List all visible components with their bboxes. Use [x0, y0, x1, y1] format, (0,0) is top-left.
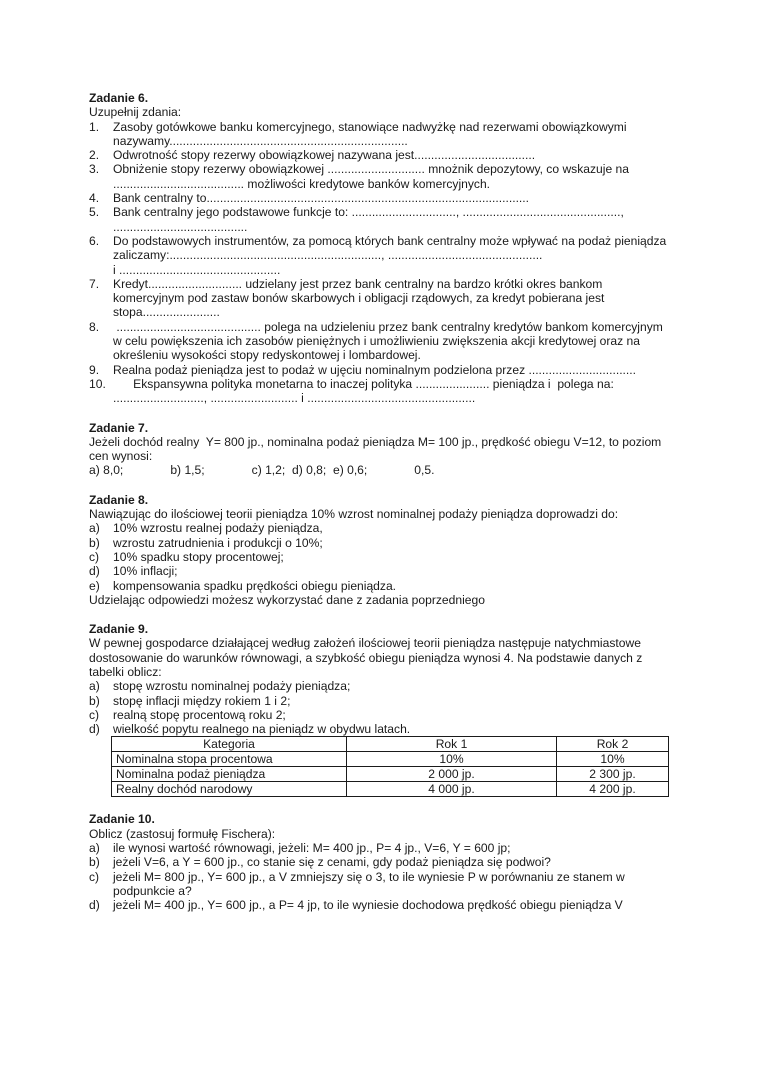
task-9	[89, 622, 669, 797]
item-text: wzrostu zatrudnienia i produkcji o 10%;	[113, 535, 323, 550]
item-text: Kredyt............................ udzielany jest przez bank centralny na bardzo krótki okres bankom komercyjnym pod zastaw bonów skarbowych i obligacji rządowych, za kredyt pobierana jest stopa.......................	[113, 276, 608, 320]
spacer	[89, 478, 669, 493]
item-text: stopę inflacji między rokiem 1 i 2;	[113, 693, 291, 708]
table-header: Rok 1	[347, 737, 557, 752]
list-item	[89, 277, 669, 320]
table-cell: 4 000 jp.	[347, 782, 557, 797]
document	[89, 91, 669, 913]
item-letter: b)	[89, 535, 100, 550]
list-item	[89, 694, 669, 708]
item-number: 2.	[89, 148, 100, 163]
table-cell: 2 000 jp.	[347, 767, 557, 782]
item-text: ile wynosi wartość równowagi, jeżeli: M= 400 jp., P= 4 jp., V=6, Y = 600 jp;	[113, 841, 511, 856]
task-10-intro: Oblicz (zastosuj formułę Fischera):	[89, 826, 276, 841]
list-item	[89, 120, 669, 149]
spacer	[89, 406, 669, 421]
item-letter: b)	[89, 855, 100, 870]
list-item	[89, 708, 669, 722]
data-table	[111, 736, 669, 797]
list-item	[89, 320, 669, 363]
item-letter: c)	[89, 549, 100, 564]
task-9-text: W pewnej gospodarce działającej według założeń ilościowej teorii pieniądza następuje natychmiastowe dostosowanie do warunków równowagi, a szybkość obiegu pieniądza wynosi 4. Na podstawie danych z tabelki oblicz:	[89, 636, 646, 679]
list-item	[89, 722, 669, 736]
item-text: Bank centralny jego podstawowe funkcje to: ..............................., ..............................................., ........................................	[113, 205, 628, 234]
table-header-row	[112, 737, 669, 752]
task-6-title: Zadanie 6.	[89, 91, 149, 105]
task-8-title: Zadanie 8.	[89, 492, 149, 507]
item-letter: e)	[89, 578, 100, 593]
list-item	[89, 870, 669, 899]
task-6-intro: Uzupełnij zdania:	[89, 105, 182, 120]
list-item	[89, 579, 669, 593]
item-letter: a)	[89, 521, 100, 536]
list-item	[89, 205, 669, 234]
item-text: ........................................... polega na udzieleniu przez bank centralny kredytów bankom komercyjnym w celu powiększenia ich zasobów pieniężnych i umożliwieniu zwiększenia akcji kredytowej oraz na określeniu wysokości stopy redyskontowej i lombardowej.	[113, 319, 667, 363]
list-item	[89, 363, 669, 377]
item-text: 10% inflacji;	[113, 564, 178, 579]
item-number: 9.	[89, 362, 100, 377]
item-text: realną stopę procentową roku 2;	[113, 707, 286, 722]
table-row	[112, 767, 669, 782]
item-number: 4.	[89, 191, 100, 206]
task-6	[89, 91, 669, 406]
list-item	[89, 536, 669, 550]
table-header: Kategoria	[112, 737, 347, 752]
task-6-list	[89, 120, 669, 406]
item-text: Do podstawowych instrumentów, za pomocą których bank centralny może wpływać na podaż pieniądza zaliczamy:..............................................................., .............................................. i ................................................	[113, 233, 667, 277]
item-text: kompensowania spadku prędkości obiegu pieniądza.	[113, 578, 397, 593]
task-7-answers: a) 8,0; b) 1,5; c) 1,2; d) 0,8; e) 0,6; 0,5.	[89, 463, 435, 478]
task-8	[89, 493, 669, 607]
item-number: 7.	[89, 276, 100, 291]
list-item	[89, 679, 669, 693]
list-item	[89, 377, 669, 406]
task-10	[89, 812, 669, 912]
item-text: wielkość popytu realnego na pieniądz w obydwu latach.	[113, 722, 411, 737]
item-letter: a)	[89, 679, 100, 694]
item-number: 6.	[89, 233, 100, 248]
item-letter: a)	[89, 841, 100, 856]
item-text: Realna podaż pieniądza jest to podaż w ujęciu nominalnym podzielona przez ................................	[113, 362, 636, 377]
list-item	[89, 162, 669, 191]
spacer	[89, 607, 669, 622]
list-item	[89, 234, 669, 277]
task-9-list	[89, 679, 669, 736]
list-item	[89, 550, 669, 564]
list-item	[89, 521, 669, 535]
list-item	[89, 148, 669, 162]
task-10-title: Zadanie 10.	[89, 812, 155, 827]
item-text: Obniżenie stopy rezerwy obowiązkowej ............................. mnożnik depozytowy, co wskazuje na ....................................... możliwości kredytowe banków komercyjnych.	[113, 162, 633, 191]
item-text: jeżeli V=6, a Y = 600 jp., co stanie się z cenami, gdy podaż pieniądza się podwoi?	[113, 855, 551, 870]
task-7-title: Zadanie 7.	[89, 420, 149, 435]
table-row	[112, 782, 669, 797]
item-number: 5.	[89, 205, 100, 220]
item-text: Bank centralny to................................................................................................	[113, 191, 530, 206]
item-text: 10% wzrostu realnej podaży pieniądza,	[113, 521, 323, 536]
item-text: Zasoby gotówkowe banku komercyjnego, stanowiące nadwyżkę nad rezerwami obowiązkowymi nazywamy.......................................................................	[113, 119, 630, 148]
table-cell: Nominalna podaż pieniądza	[112, 767, 347, 782]
task-8-note: Udzielając odpowiedzi możesz wykorzystać dane z zadania poprzedniego	[89, 592, 485, 607]
item-letter: c)	[89, 869, 100, 884]
task-8-list	[89, 521, 669, 592]
item-text: 10% spadku stopy procentowej;	[113, 549, 284, 564]
table-cell: 10%	[557, 752, 669, 767]
item-text: jeżeli M= 400 jp., Y= 600 jp., a P= 4 jp, to ile wyniesie dochodowa prędkość obiegu pieniądza V	[113, 898, 623, 913]
table-cell: 4 200 jp.	[557, 782, 669, 797]
item-number: 3.	[89, 162, 100, 177]
table-header: Rok 2	[557, 737, 669, 752]
item-number: 1.	[89, 119, 100, 134]
list-item	[89, 855, 669, 869]
table-cell: Nominalna stopa procentowa	[112, 752, 347, 767]
table-cell: 2 300 jp.	[557, 767, 669, 782]
list-item	[89, 564, 669, 578]
spacer	[89, 797, 669, 812]
item-text: Ekspansywna polityka monetarna to inaczej polityka ...................... pieniądza i polega na: ..........................., .......................... i ..................................................	[113, 376, 618, 406]
table-row	[112, 752, 669, 767]
task-7	[89, 421, 669, 478]
list-item	[89, 191, 669, 205]
task-7-text: Jeżeli dochód realny Y= 800 jp., nominalna podaż pieniądza M= 100 jp., prędkość obiegu V=12, to poziom cen wynosi:	[89, 434, 665, 464]
task-8-text: Nawiązując do ilościowej teorii pieniądza 10% wzrost nominalnej podaży pieniądza doprowadzi do:	[89, 507, 619, 522]
item-text: jeżeli M= 800 jp., Y= 600 jp., a V zmniejszy się o 3, to ile wyniesie P w porównaniu ze stanem w podpunkcie a?	[113, 869, 629, 898]
item-letter: d)	[89, 564, 100, 579]
item-letter: c)	[89, 707, 100, 722]
table-cell: Realny dochód narodowy	[112, 782, 347, 797]
item-letter: d)	[89, 722, 100, 737]
item-text: stopę wzrostu nominalnej podaży pieniądza;	[113, 679, 351, 694]
list-item	[89, 841, 669, 855]
list-item	[89, 898, 669, 912]
item-number: 10.	[89, 376, 106, 391]
task-10-list	[89, 841, 669, 912]
item-letter: b)	[89, 693, 100, 708]
item-number: 8.	[89, 319, 100, 334]
task-9-title: Zadanie 9.	[89, 622, 149, 637]
table-cell: 10%	[347, 752, 557, 767]
item-letter: d)	[89, 898, 100, 913]
item-text: Odwrotność stopy rezerwy obowiązkowej nazywana jest....................................	[113, 148, 536, 163]
